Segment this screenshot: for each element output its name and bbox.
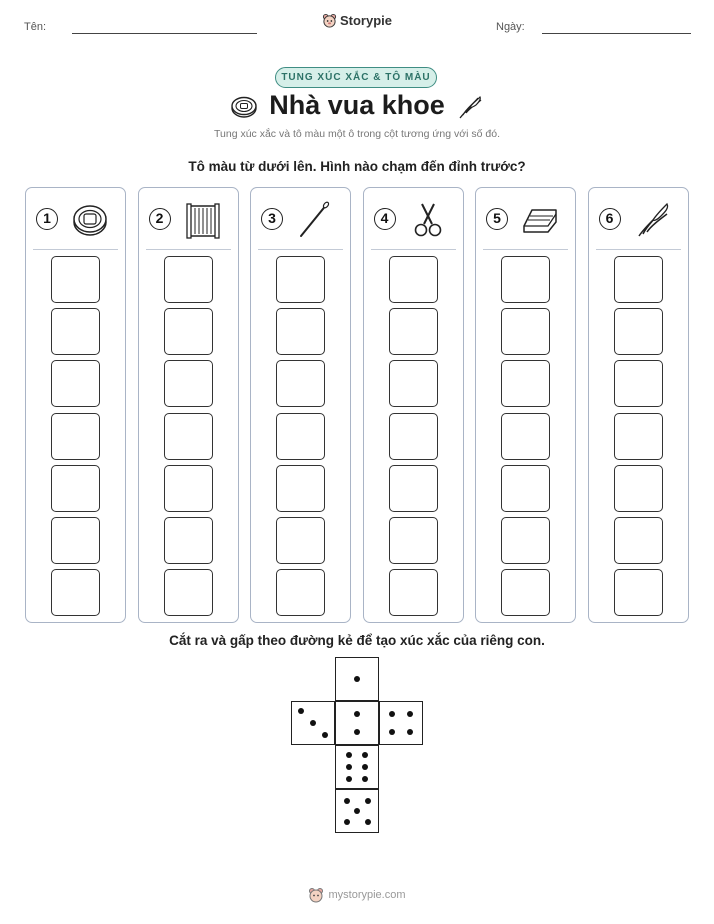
die-face-5 [335, 789, 379, 833]
column-number: 3 [261, 208, 283, 230]
die-pip [310, 720, 316, 726]
color-cell[interactable] [614, 569, 663, 616]
column-number: 2 [149, 208, 171, 230]
die-pip [362, 776, 368, 782]
activity-badge: TUNG XÚC XẮC & TÔ MÀU [275, 67, 437, 88]
die-pip [322, 732, 328, 738]
color-cell[interactable] [164, 256, 213, 303]
color-cell[interactable] [51, 256, 100, 303]
storypie-mascot-icon [322, 13, 337, 28]
color-cell[interactable] [276, 465, 325, 512]
die-pip [354, 808, 360, 814]
die-pip [365, 819, 371, 825]
color-cell[interactable] [51, 308, 100, 355]
color-cell[interactable] [501, 569, 550, 616]
coin-icon [70, 200, 110, 240]
column-number: 5 [486, 208, 508, 230]
name-line [72, 33, 257, 34]
date-label: Ngày: [496, 21, 525, 33]
page-title: Nhà vua khoe [269, 90, 445, 120]
yarn-icon [633, 200, 673, 240]
die-pip [346, 776, 352, 782]
color-cell[interactable] [164, 569, 213, 616]
die-pip [346, 752, 352, 758]
die-face-1 [335, 657, 379, 701]
color-cell[interactable] [501, 360, 550, 407]
column-1 [25, 187, 126, 623]
color-cell[interactable] [51, 569, 100, 616]
color-cell[interactable] [614, 308, 663, 355]
brand-logo [0, 13, 714, 31]
die-pip [346, 764, 352, 770]
die-pip [407, 711, 413, 717]
color-cell[interactable] [501, 256, 550, 303]
die-pip [365, 798, 371, 804]
column-5 [475, 187, 576, 623]
column-divider [258, 249, 343, 250]
color-cell[interactable] [389, 569, 438, 616]
color-cell[interactable] [389, 256, 438, 303]
die-pip [362, 764, 368, 770]
color-cell[interactable] [389, 517, 438, 564]
color-cell[interactable] [614, 256, 663, 303]
column-divider [33, 249, 118, 250]
die-pip [344, 798, 350, 804]
column-number: 6 [599, 208, 621, 230]
die-pip [389, 729, 395, 735]
die-pip [354, 729, 360, 735]
needle-icon [295, 200, 335, 240]
title-yarn-icon [456, 93, 484, 121]
color-cell[interactable] [276, 517, 325, 564]
column-number: 4 [374, 208, 396, 230]
loom-icon [183, 200, 223, 240]
column-divider [596, 249, 681, 250]
column-3 [250, 187, 351, 623]
color-cell[interactable] [51, 465, 100, 512]
color-cell[interactable] [389, 360, 438, 407]
page-subtitle: Tung xúc xắc và tô màu một ô trong cột tương ứng với số đó. [214, 128, 500, 140]
color-cell[interactable] [164, 308, 213, 355]
die-face-3 [291, 701, 335, 745]
column-6 [588, 187, 689, 623]
color-cell[interactable] [389, 465, 438, 512]
color-cell[interactable] [276, 360, 325, 407]
column-divider [483, 249, 568, 250]
name-label: Tên: [24, 21, 47, 33]
die-pip [407, 729, 413, 735]
color-cell[interactable] [164, 465, 213, 512]
color-cell[interactable] [501, 413, 550, 460]
color-cell[interactable] [501, 308, 550, 355]
color-cell[interactable] [614, 413, 663, 460]
color-cell[interactable] [501, 517, 550, 564]
coloring-instruction: Tô màu từ dưới lên. Hình nào chạm đến đỉnh trước? [188, 159, 526, 174]
die-pip [354, 676, 360, 682]
color-cell[interactable] [501, 465, 550, 512]
color-cell[interactable] [389, 413, 438, 460]
color-cell[interactable] [51, 413, 100, 460]
color-cell[interactable] [164, 360, 213, 407]
color-cell[interactable] [614, 465, 663, 512]
column-4 [363, 187, 464, 623]
date-line [542, 33, 691, 34]
color-cell[interactable] [276, 413, 325, 460]
die-pip [362, 752, 368, 758]
color-cell[interactable] [164, 517, 213, 564]
die-face-6 [335, 745, 379, 789]
column-divider [371, 249, 456, 250]
footer [0, 887, 714, 906]
color-cell[interactable] [276, 308, 325, 355]
folded-cloth-icon [520, 200, 560, 240]
die-face-4 [379, 701, 423, 745]
die-pip [298, 708, 304, 714]
scissors-icon [408, 200, 448, 240]
color-cell[interactable] [614, 517, 663, 564]
color-cell[interactable] [51, 517, 100, 564]
column-number: 1 [36, 208, 58, 230]
die-face-2 [335, 701, 379, 745]
color-cell[interactable] [164, 413, 213, 460]
die-pip [344, 819, 350, 825]
column-2 [138, 187, 239, 623]
cut-instruction: Cắt ra và gấp theo đường kẻ để tạo xúc xắc của riêng con. [169, 633, 545, 648]
die-pip [389, 711, 395, 717]
column-divider [146, 249, 231, 250]
color-cell[interactable] [276, 569, 325, 616]
brand-name: Storypie [339, 13, 392, 28]
footer-url: mystorypie.com [328, 889, 406, 901]
die-pip [354, 711, 360, 717]
color-cell[interactable] [614, 360, 663, 407]
storypie-mascot-icon [308, 887, 324, 903]
color-cell[interactable] [51, 360, 100, 407]
color-cell[interactable] [276, 256, 325, 303]
color-cell[interactable] [389, 308, 438, 355]
